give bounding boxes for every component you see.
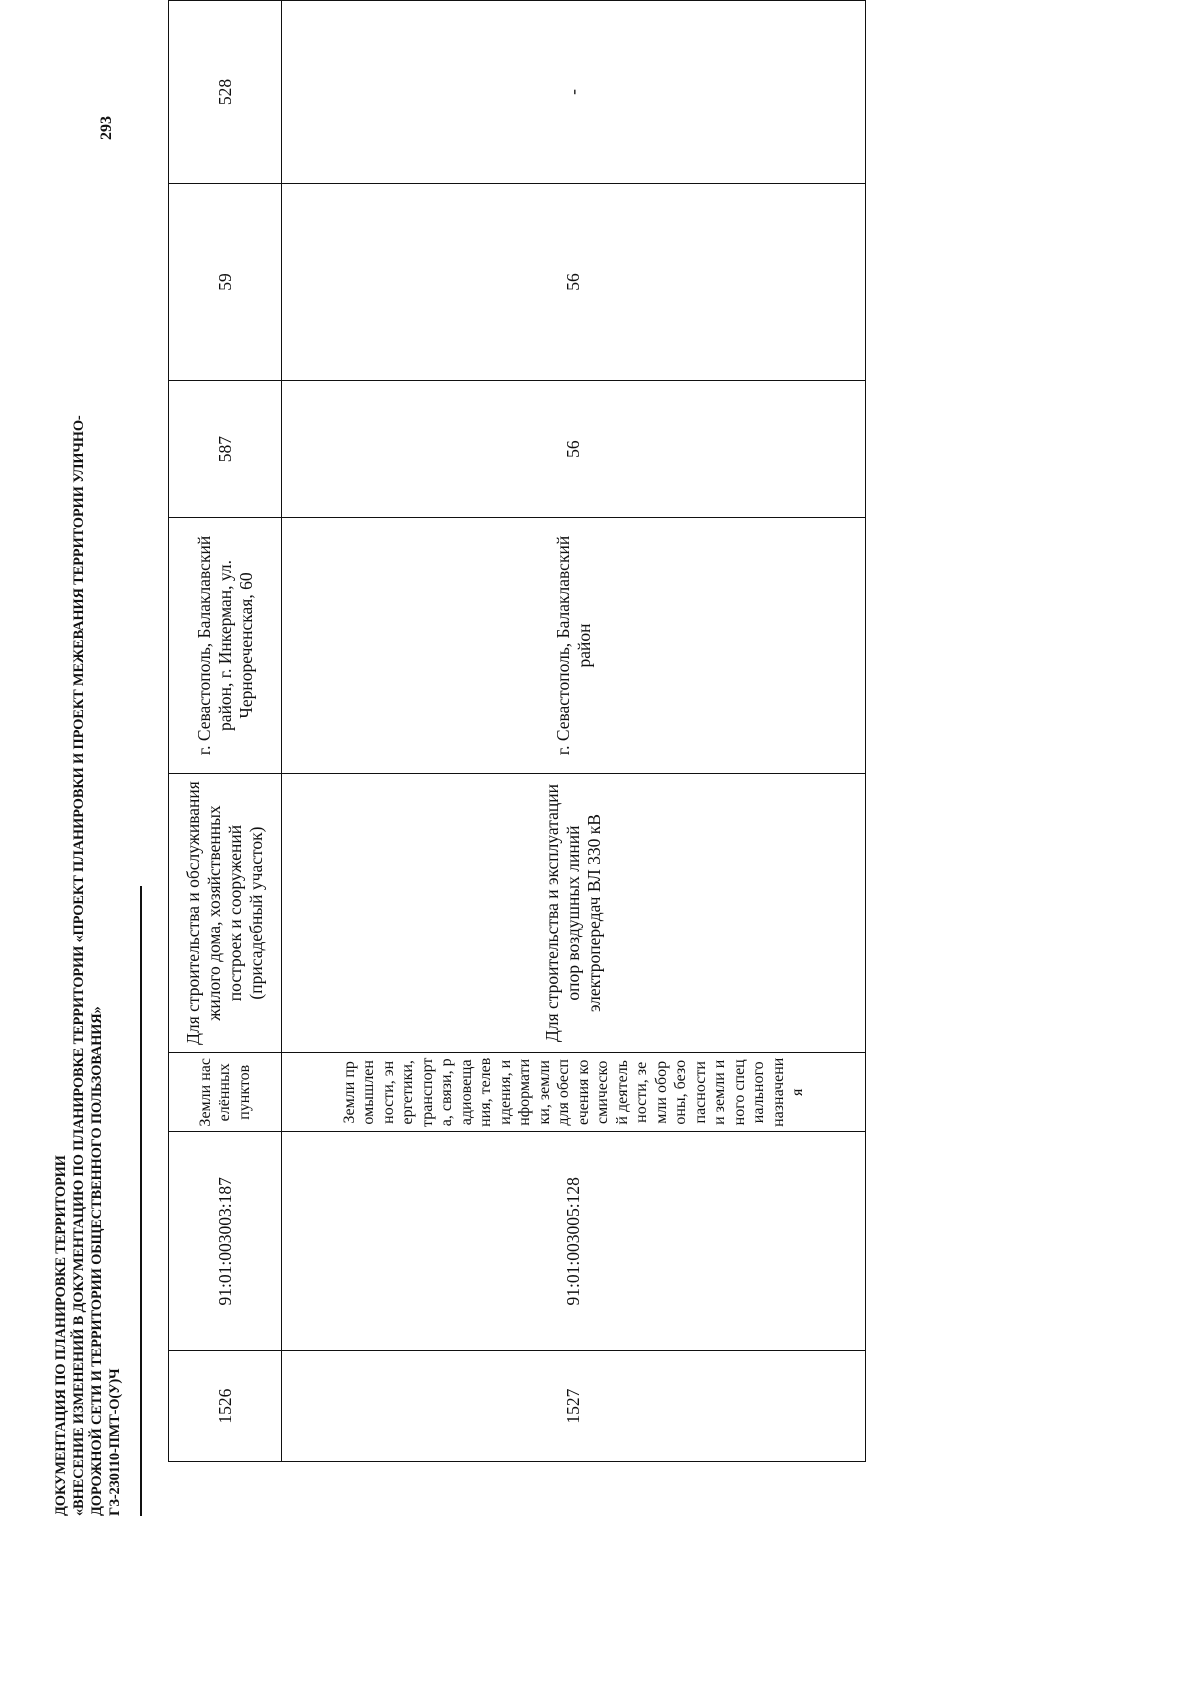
- land-plots-table: [168, 0, 866, 1462]
- plot-address: г. Севастополь, Балаклавский район, г. Инкерман, ул. Чернореченская, 60: [169, 518, 282, 774]
- document-header: [52, 136, 124, 1516]
- row-number: 1527: [282, 1351, 866, 1462]
- area-value: 59: [169, 183, 282, 380]
- table-row: [282, 1, 866, 1462]
- area-value: -: [282, 1, 866, 184]
- header-line-3: ДОРОЖНОЙ СЕТИ И ТЕРРИТОРИИ ОБЩЕСТВЕННОГО ПОЛЬЗОВАНИЯ»: [89, 1006, 105, 1516]
- land-category: Земли населённых пунктов: [169, 1053, 282, 1132]
- plot-address: г. Севастополь, Балаклавский район: [282, 518, 866, 774]
- header-divider: [140, 886, 142, 1516]
- header-line-2: «ВНЕСЕНИЕ ИЗМЕНЕНИЙ В ДОКУМЕНТАЦИЮ ПО ПЛАНИРОВКЕ ТЕРРИТОРИИ «ПРОЕКТ ПЛАНИРОВКИ И ПРОЕКТ МЕЖЕВАНИЯ ТЕРРИТОРИИ УЛИЧНО-: [71, 415, 87, 1516]
- permitted-use: Для строительства и эксплуатации опор воздушных линий электропередач ВЛ 330 кВ: [282, 773, 866, 1052]
- area-value: 528: [169, 1, 282, 184]
- permitted-use: Для строительства и обслуживания жилого дома, хозяйственных построек и сооружений (присадебный участок): [169, 773, 282, 1052]
- page-number: 293: [98, 116, 115, 140]
- table-row: [169, 1, 282, 1462]
- cadastral-number: 91:01:003003:187: [169, 1132, 282, 1351]
- area-value: 587: [169, 381, 282, 518]
- area-value: 56: [282, 183, 866, 380]
- header-line-1: ДОКУМЕНТАЦИЯ ПО ПЛАНИРОВКЕ ТЕРРИТОРИИ: [53, 1155, 69, 1516]
- header-line-4: ГЗ-230110-ПМТ-О(У)Ч: [107, 1368, 123, 1516]
- land-category: Земли промышленности, энергетики, транспорта, связи, радиовещания, телевидения, информатики, земли для обеспечения космической деятельности, земли обороны, безопасности и земли иного специального назначения: [282, 1053, 866, 1132]
- row-number: 1526: [169, 1351, 282, 1462]
- cadastral-number: 91:01:003005:128: [282, 1132, 866, 1351]
- area-value: 56: [282, 381, 866, 518]
